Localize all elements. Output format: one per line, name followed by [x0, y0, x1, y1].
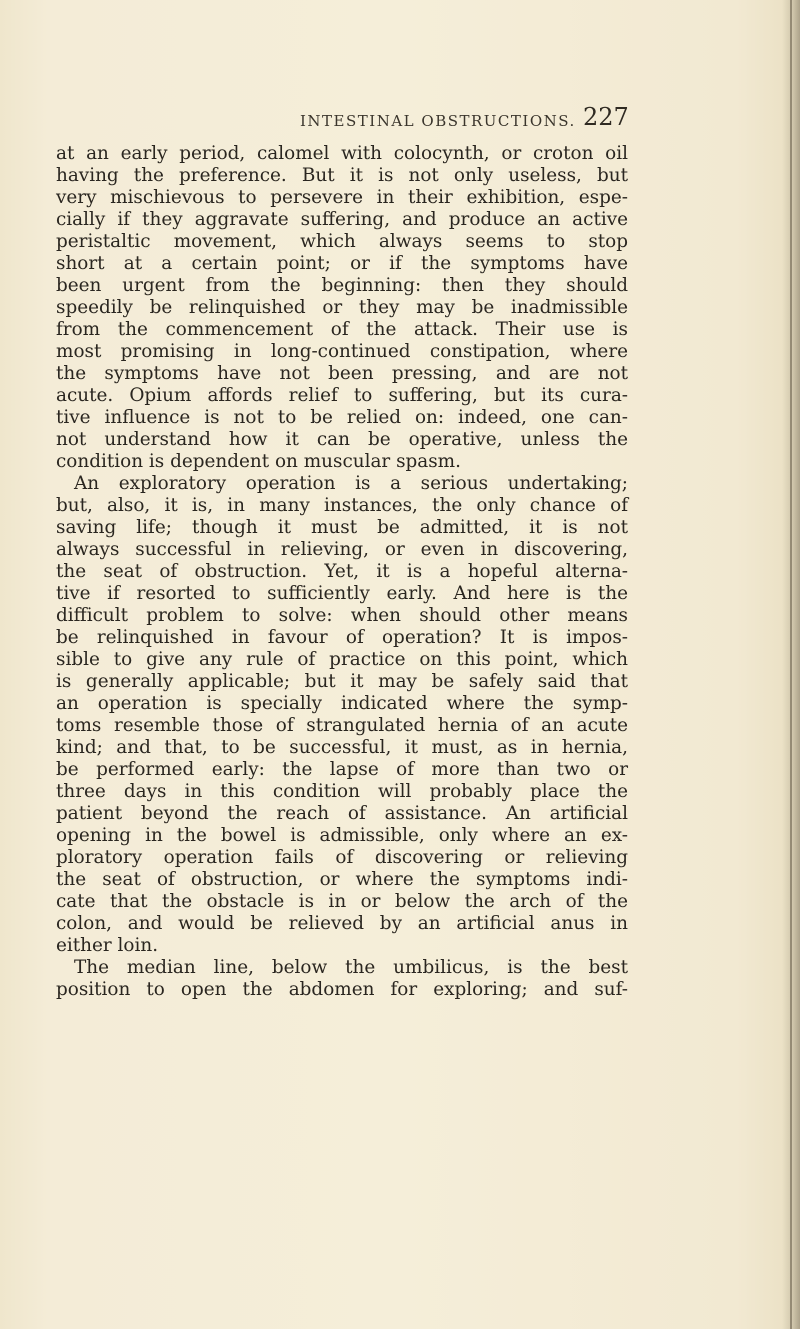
- text-line: cate that the obstacle is in or below the arch of the: [56, 891, 628, 912]
- text-line: short at a certain point; or if the symptoms have: [56, 253, 628, 274]
- text-line: not understand how it can be operative, unless the: [56, 429, 628, 450]
- text-line: peristaltic movement, which always seems to stop: [56, 231, 628, 252]
- text-line: kind; and that, to be successful, it must, as in hernia,: [56, 737, 628, 758]
- text-line: the seat of obstruction. Yet, it is a hopeful alterna-: [56, 561, 628, 582]
- text-line: been urgent from the beginning: then they should: [56, 275, 628, 296]
- text-line: an operation is specially indicated where the symp-: [56, 693, 628, 714]
- text-line: An exploratory operation is a serious undertaking;: [74, 473, 628, 494]
- text-line: having the preference. But it is not only useless, but: [56, 165, 628, 186]
- page-number: 227: [583, 103, 629, 131]
- text-line: position to open the abdomen for exploring; and suf-: [56, 979, 628, 1000]
- text-line: toms resemble those of strangulated hernia of an acute: [56, 715, 628, 736]
- text-line: opening in the bowel is admissible, only where an ex-: [56, 825, 628, 846]
- text-line: tive if resorted to sufficiently early. And here is the: [56, 583, 628, 604]
- body-text: [56, 143, 628, 1001]
- text-line: ploratory operation fails of discovering or relieving: [56, 847, 628, 868]
- text-line: acute. Opium affords relief to suffering, but its cura-: [56, 385, 628, 406]
- text-line: The median line, below the umbilicus, is the best: [74, 957, 628, 978]
- text-line: is generally applicable; but it may be safely said that: [56, 671, 628, 692]
- text-line: colon, and would be relieved by an artificial anus in: [56, 913, 628, 934]
- text-line: three days in this condition will probably place the: [56, 781, 628, 802]
- text-line: be performed early: the lapse of more than two or: [56, 759, 628, 780]
- text-line: sible to give any rule of practice on this point, which: [56, 649, 628, 670]
- text-line: saving life; though it must be admitted, it is not: [56, 517, 628, 538]
- text-line: be relinquished in favour of operation? It is impos-: [56, 627, 628, 648]
- text-line: the symptoms have not been pressing, and are not: [56, 363, 628, 384]
- text-line: cially if they aggravate suffering, and produce an active: [56, 209, 628, 230]
- text-line: from the commencement of the attack. Their use is: [56, 319, 628, 340]
- text-line: patient beyond the reach of assistance. An artificial: [56, 803, 628, 824]
- text-line: either loin.: [56, 935, 159, 956]
- text-line: the seat of obstruction, or where the symptoms indi-: [56, 869, 628, 890]
- text-line: very mischievous to persevere in their exhibition, espe-: [56, 187, 628, 208]
- text-line: always successful in relieving, or even in discovering,: [56, 539, 628, 560]
- text-line: condition is dependent on muscular spasm.: [56, 451, 461, 472]
- text-line: most promising in long-continued constipation, where: [56, 341, 628, 362]
- text-line: difficult problem to solve: when should other means: [56, 605, 628, 626]
- page-edge-rule: [790, 0, 792, 1329]
- text-line: tive influence is not to be relied on: indeed, one can-: [56, 407, 628, 428]
- text-line: speedily be relinquished or they may be inadmissible: [56, 297, 628, 318]
- text-line: at an early period, calomel with colocynth, or croton oil: [56, 143, 628, 164]
- text-line: but, also, it is, in many instances, the only chance of: [56, 495, 628, 516]
- running-title: INTESTINAL OBSTRUCTIONS.: [300, 112, 576, 130]
